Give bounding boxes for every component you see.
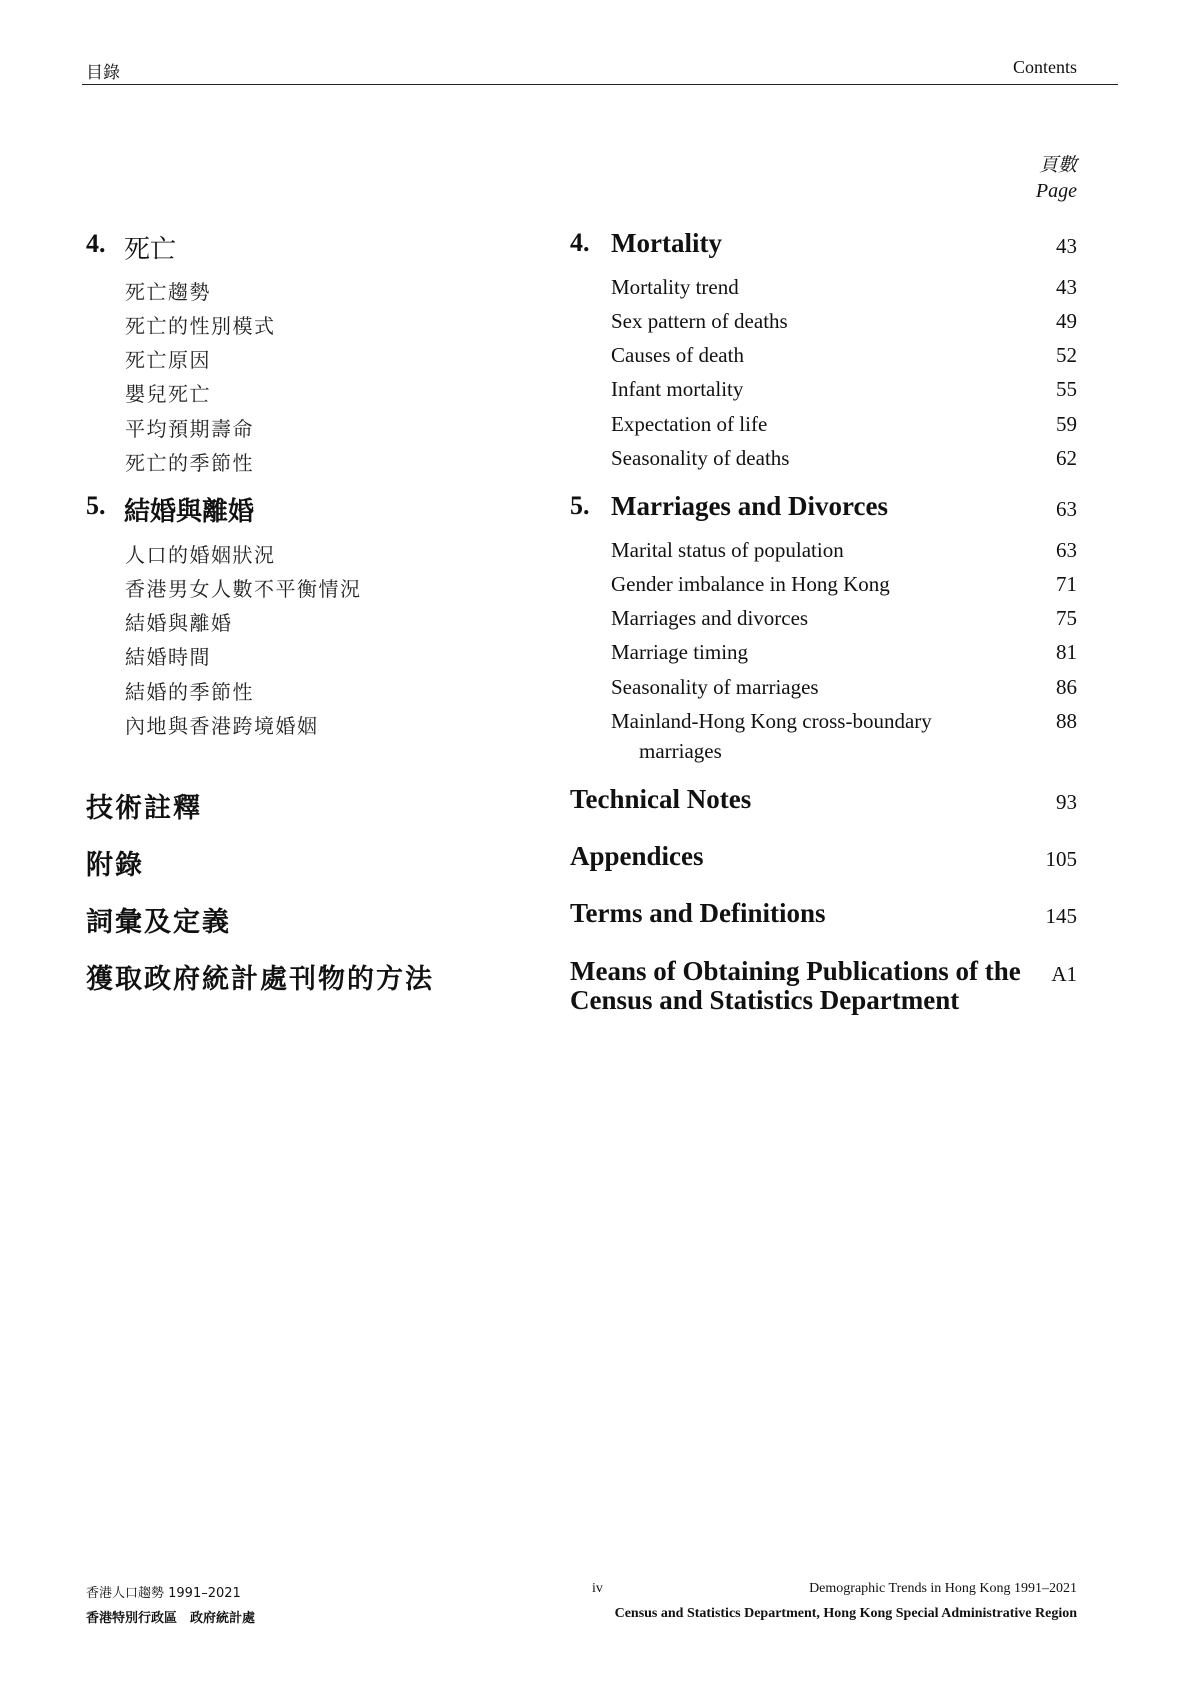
entry-zh: 死亡原因 [125,348,211,372]
entry-en: Causes of death [611,343,744,367]
section-title-zh: 死亡 [124,235,177,265]
appendices-zh: 附錄 [86,850,144,881]
header-left: 目錄 [86,63,120,83]
section-page: 43 [1056,234,1077,258]
entry-en: Gender imbalance in Hong Kong [611,572,890,596]
obtaining-publications-page: A1 [1051,962,1077,986]
page-label-zh: 頁數 [1038,154,1077,176]
entry-zh: 嬰兒死亡 [125,382,211,406]
entry-en: Sex pattern of deaths [611,309,788,333]
entry-en: Infant mortality [611,377,744,401]
header-rule [82,84,1118,85]
entry-en-continued: marriages [639,739,722,763]
section-page: 63 [1056,497,1077,521]
footer-right-top: Demographic Trends in Hong Kong 1991–2021 [809,1581,1077,1596]
section-number-en: 5. [570,491,590,520]
entry-zh: 人口的婚姻狀況 [125,543,276,567]
entry-en: Mortality trend [611,275,739,299]
footer-page-number: iv [592,1581,603,1596]
appendices-page: 105 [1045,847,1077,871]
entry-page: 86 [1056,675,1077,699]
entry-en: Mainland-Hong Kong cross-boundary [611,709,932,733]
section-title-zh: 結婚與離婚 [124,497,255,527]
footer-left-top: 香港人口趨勢 1991–2021 [86,1586,241,1601]
entry-zh: 結婚與離婚 [125,611,233,635]
entry-page: 62 [1056,446,1077,470]
section-number-zh: 4. [86,229,106,258]
entry-zh: 平均預期壽命 [125,417,254,441]
entry-page: 75 [1056,606,1077,630]
entry-en: Expectation of life [611,412,768,436]
technical-notes-zh: 技術註釋 [86,793,202,824]
entry-zh: 死亡趨勢 [125,280,211,304]
entry-page: 43 [1056,275,1077,299]
entry-zh: 香港男女人數不平衡情況 [125,577,362,601]
entry-page: 71 [1056,572,1077,596]
obtaining-publications-zh: 獲取政府統計處刊物的方法 [86,964,434,995]
entry-page: 59 [1056,412,1077,436]
obtaining-publications-en-continued: Census and Statistics Department [570,985,960,1015]
terms-definitions-en: Terms and Definitions [570,898,826,928]
entry-en: Seasonality of deaths [611,446,790,470]
section-number-en: 4. [570,228,590,257]
entry-zh: 結婚的季節性 [125,680,254,704]
entry-page: 49 [1056,309,1077,333]
section-title-en: Mortality [611,228,722,258]
header-right: Contents [1012,57,1077,77]
entry-page: 81 [1056,640,1077,664]
terms-definitions-zh: 詞彙及定義 [86,907,231,938]
entry-en: Marriage timing [611,640,749,664]
section-title-en: Marriages and Divorces [611,491,888,521]
footer-right-bottom: Census and Statistics Department, Hong Kong Special Administrative Region [614,1606,1077,1621]
entry-page: 63 [1056,538,1077,562]
entry-zh: 內地與香港跨境婚姻 [125,714,319,738]
entry-en: Marriages and divorces [611,606,809,630]
page-label-en: Page [1035,180,1077,202]
entry-en: Marital status of population [611,538,844,562]
footer-left-bottom: 香港特別行政區 政府統計處 [86,1611,256,1626]
entry-zh: 死亡的季節性 [125,451,254,475]
entry-page: 88 [1056,709,1077,733]
technical-notes-en: Technical Notes [570,784,752,814]
technical-notes-page: 93 [1056,790,1077,814]
obtaining-publications-en: Means of Obtaining Publications of the [570,956,1021,986]
entry-page: 52 [1056,343,1077,367]
terms-definitions-page: 145 [1045,904,1077,928]
section-number-zh: 5. [86,491,106,520]
appendices-en: Appendices [570,841,704,871]
entry-en: Seasonality of marriages [611,675,819,699]
entry-zh: 結婚時間 [125,645,211,669]
entry-page: 55 [1056,377,1077,401]
entry-zh: 死亡的性別模式 [125,314,276,338]
